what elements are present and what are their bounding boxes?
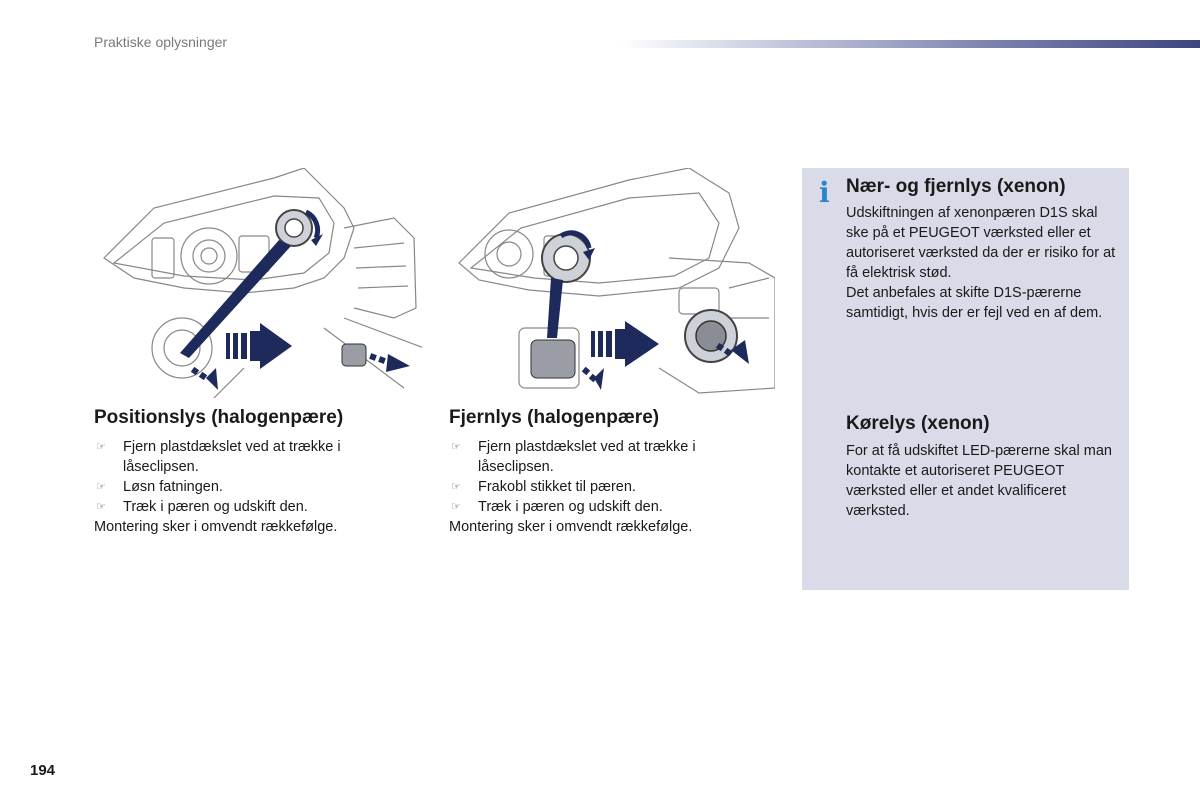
info-text-korelys: For at få udskiftet LED-pærerne skal man kontakte et autoriseret PEUGEOT værksted eller et andet kvalificeret værksted.	[846, 443, 1112, 519]
page-number: 194	[30, 762, 56, 779]
pointing-hand-icon: ☞	[96, 501, 106, 513]
info-text-xenon: Udskiftningen af xenonpæren D1S skal ske på et PEUGEOT værksted eller et autoriseret værksted da der er risiko for at få elektrisk stød. Det anbefales at skifte D1S-pærerne samtidigt, hvis der er fejl ved en af dem.	[846, 205, 1116, 321]
positionslys-steps	[94, 437, 394, 537]
info-title-korelys: Kørelys (xenon)	[846, 413, 990, 434]
fjernlys-illustration	[449, 168, 775, 398]
section-title-positionslys: Positionslys (halogenpære)	[94, 407, 344, 428]
section-title-fjernlys: Fjernlys (halogenpære)	[449, 407, 660, 428]
pointing-hand-icon: ☞	[96, 441, 106, 453]
list-item: ☞ Træk i pæren og udskift den.	[96, 499, 308, 515]
running-header: Praktiske oplysninger	[94, 34, 228, 50]
list-item: ☞ Frakobl stikket til pæren.	[451, 479, 636, 495]
pointing-hand-icon: ☞	[451, 501, 461, 513]
info-title-xenon: Nær- og fjernlys (xenon)	[846, 176, 1066, 197]
pointing-hand-icon: ☞	[451, 441, 461, 453]
fjernlys-steps	[449, 437, 749, 537]
list-item: ☞ Træk i pæren og udskift den.	[451, 499, 663, 515]
header-gradient-bar	[620, 40, 1200, 48]
positionslys-illustration	[94, 168, 422, 398]
assembly-note: Montering sker i omvendt rækkefølge.	[94, 519, 338, 535]
info-box	[802, 168, 1129, 590]
list-item: ☞ Løsn fatningen.	[96, 479, 223, 495]
pointing-hand-icon: ☞	[451, 481, 461, 493]
list-item: ☞ Fjern plastdækslet ved at trække i låseclipsen.	[96, 439, 341, 475]
list-item: ☞ Fjern plastdækslet ved at trække i låseclipsen.	[451, 439, 696, 475]
info-icon: i	[819, 176, 830, 209]
assembly-note: Montering sker i omvendt rækkefølge.	[449, 519, 693, 535]
pointing-hand-icon: ☞	[96, 481, 106, 493]
